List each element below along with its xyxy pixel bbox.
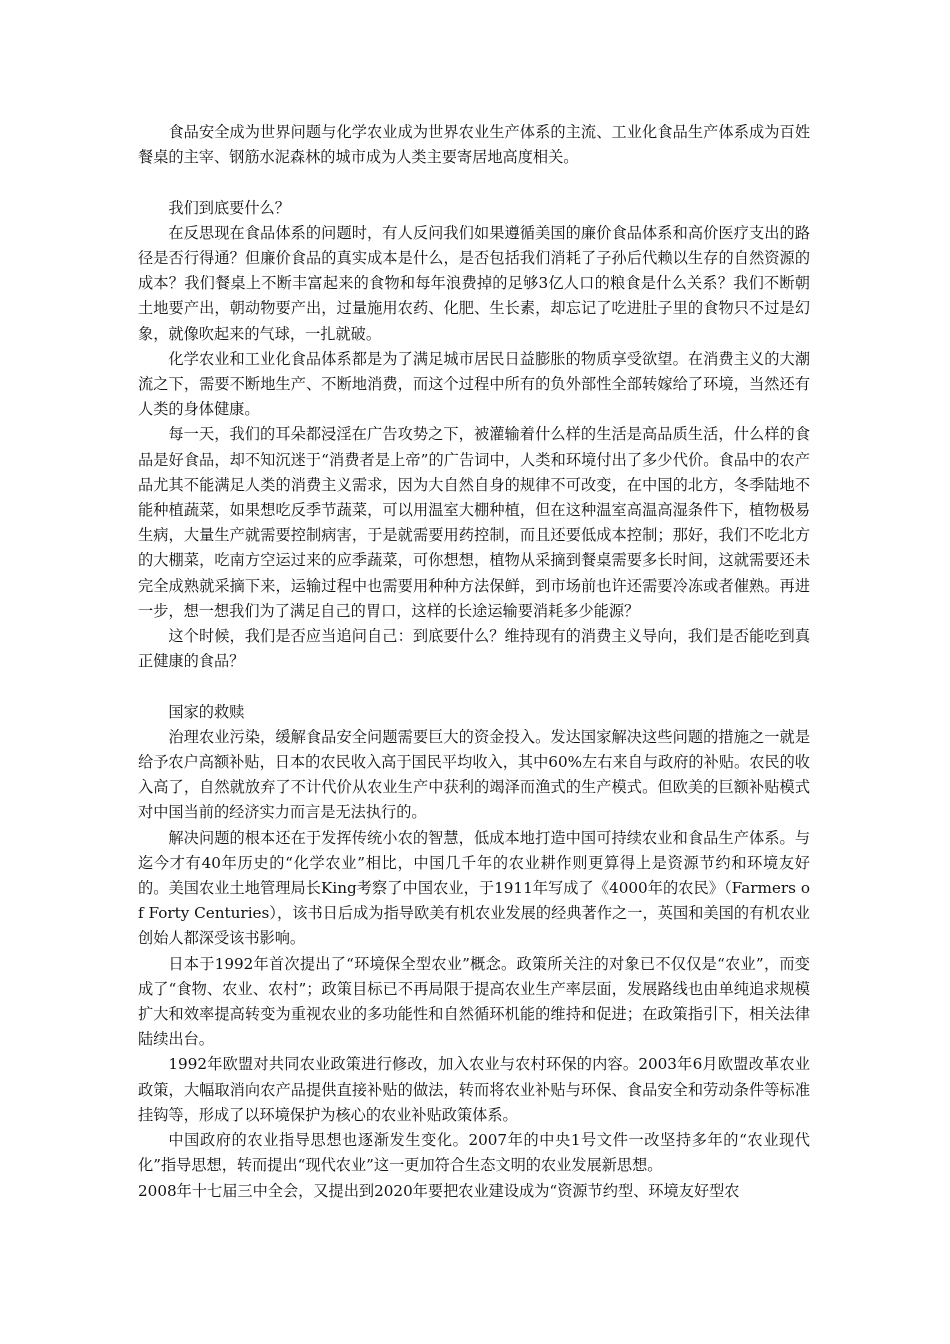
paragraph: 化学农业和工业化食品体系都是为了满足城市居民日益膨胀的物质享受欲望。在消费主义的大潮流之下，需要不断地生产、不断地消费，而这个过程中所有的负外部性全部转嫁给了环境，当然还有人类的身体健康。 bbox=[138, 349, 810, 419]
paragraph: 中国政府的农业指导思想也逐渐发生变化。2007年的中央1号文件一改坚持多年的“农业现代化”指导思想，转而提出“现代农业”这一更加符合生态文明的农业发展新思想。 bbox=[138, 1131, 810, 1175]
paragraph: 日本于1992年首次提出了“环境保全型农业”概念。政策所关注的对象已不仅仅是“农业”，而变成了“食物、农业、农村”；政策目标已不再局限于提高农业生产率层面，发展路线也由单纯追求规模扩大和效率提高转变为重视农业的多功能性和自然循环机能的维持和促进；在政策指引下，相关法律陆续出台。 bbox=[138, 954, 810, 1049]
paragraph: 解决问题的根本还在于发挥传统小农的智慧，低成本地打造中国可持续农业和食品生产体系。与迄今才有40年历史的“化学农业”相比，中国几千年的农业耕作则更算得上是资源节约和环境友好的。美国农业土地管理局长King考察了中国农业，于1911年写成了《4000年的农民》（Farmers of Forty Centuries），该书日后成为指导欧美有机农业发展的经典著作之一，英国和美国的有机农业创始人都深受该书影响。 bbox=[138, 828, 810, 948]
paragraph: 2008年十七届三中全会，又提出到2020年要把农业建设成为“资源节约型、环境友好型农 bbox=[138, 1181, 740, 1200]
section-heading-national-redemption: 国家的救赎 bbox=[168, 702, 245, 721]
paragraph: 每一天，我们的耳朵都浸淫在广告攻势之下，被灌输着什么样的生活是高品质生活，什么样的食品是好食品，却不知沉迷于“消费者是上帝”的广告词中，人类和环境付出了多少代价。食品中的农产品尤其不能满足人类的消费主义需求，因为大自然自身的规律不可改变，在中国的北方，冬季陆地不能种植蔬菜，如果想吃反季节蔬菜，可以用温室大棚种植，但在这种温室高温高湿条件下，植物极易生病，大量生产就需要控制病害，于是就需要用药控制，而且还要低成本控制；那好，我们不吃北方的大棚菜，吃南方空运过来的应季蔬菜，可你想想，植物从采摘到餐桌需要多长时间，这就需要还未完全成熟就采摘下来，运输过程中也需要用种种方法保鲜，到市场前也许还需要冷冻或者催熟。再进一步，想一想我们为了满足自己的胃口，这样的长途运输要消耗多少能源？ bbox=[138, 425, 810, 620]
paragraph: 这个时候，我们是否应当追问自己：到底要什么？维持现有的消费主义导向，我们是否能吃到真正健康的食品？ bbox=[138, 627, 810, 671]
paragraph-intro: 食品安全成为世界问题与化学农业成为世界农业生产体系的主流、工业化食品生产体系成为百姓餐桌的主宰、钢筋水泥森林的城市成为人类主要寄居地高度相关。 bbox=[138, 123, 810, 167]
blank-line bbox=[138, 674, 810, 699]
paragraph: 治理农业污染，缓解食品安全问题需要巨大的资金投入。发达国家解决这些问题的措施之一就是给予农户高额补贴，日本的农民收入高于国民平均收入，其中60%左右来自与政府的补贴。农民的收入高了，自然就放弃了不计代价从农业生产中获利的竭泽而渔式的生产模式。但欧美的巨额补贴模式对中国当前的经济实力而言是无法执行的。 bbox=[138, 727, 810, 822]
paragraph: 1992年欧盟对共同农业政策进行修改，加入农业与农村环保的内容。2003年6月欧盟改革农业政策，大幅取消向农产品提供直接补贴的做法，转而将农业补贴与环保、食品安全和劳动条件等标准挂钩等，形成了以环境保护为核心的农业补贴政策体系。 bbox=[138, 1055, 810, 1124]
blank-line bbox=[138, 170, 810, 195]
document-body bbox=[138, 120, 810, 1204]
paragraph: 在反思现在食品体系的问题时，有人反问我们如果遵循美国的廉价食品体系和高价医疗支出的路径是否行得通？但廉价食品的真实成本是什么，是否包括我们消耗了子孙后代赖以生存的自然资源的成本？我们餐桌上不断丰富起来的食物和每年浪费掉的足够3亿人口的粮食是什么关系？我们不断朝土地要产出，朝动物要产出，过量施用农药、化肥、生长素，却忘记了吃进肚子里的食物只不过是幻象，就像吹起来的气球，一扎就破。 bbox=[138, 223, 810, 343]
section-heading-what-do-we-want: 我们到底要什么？ bbox=[168, 198, 290, 217]
